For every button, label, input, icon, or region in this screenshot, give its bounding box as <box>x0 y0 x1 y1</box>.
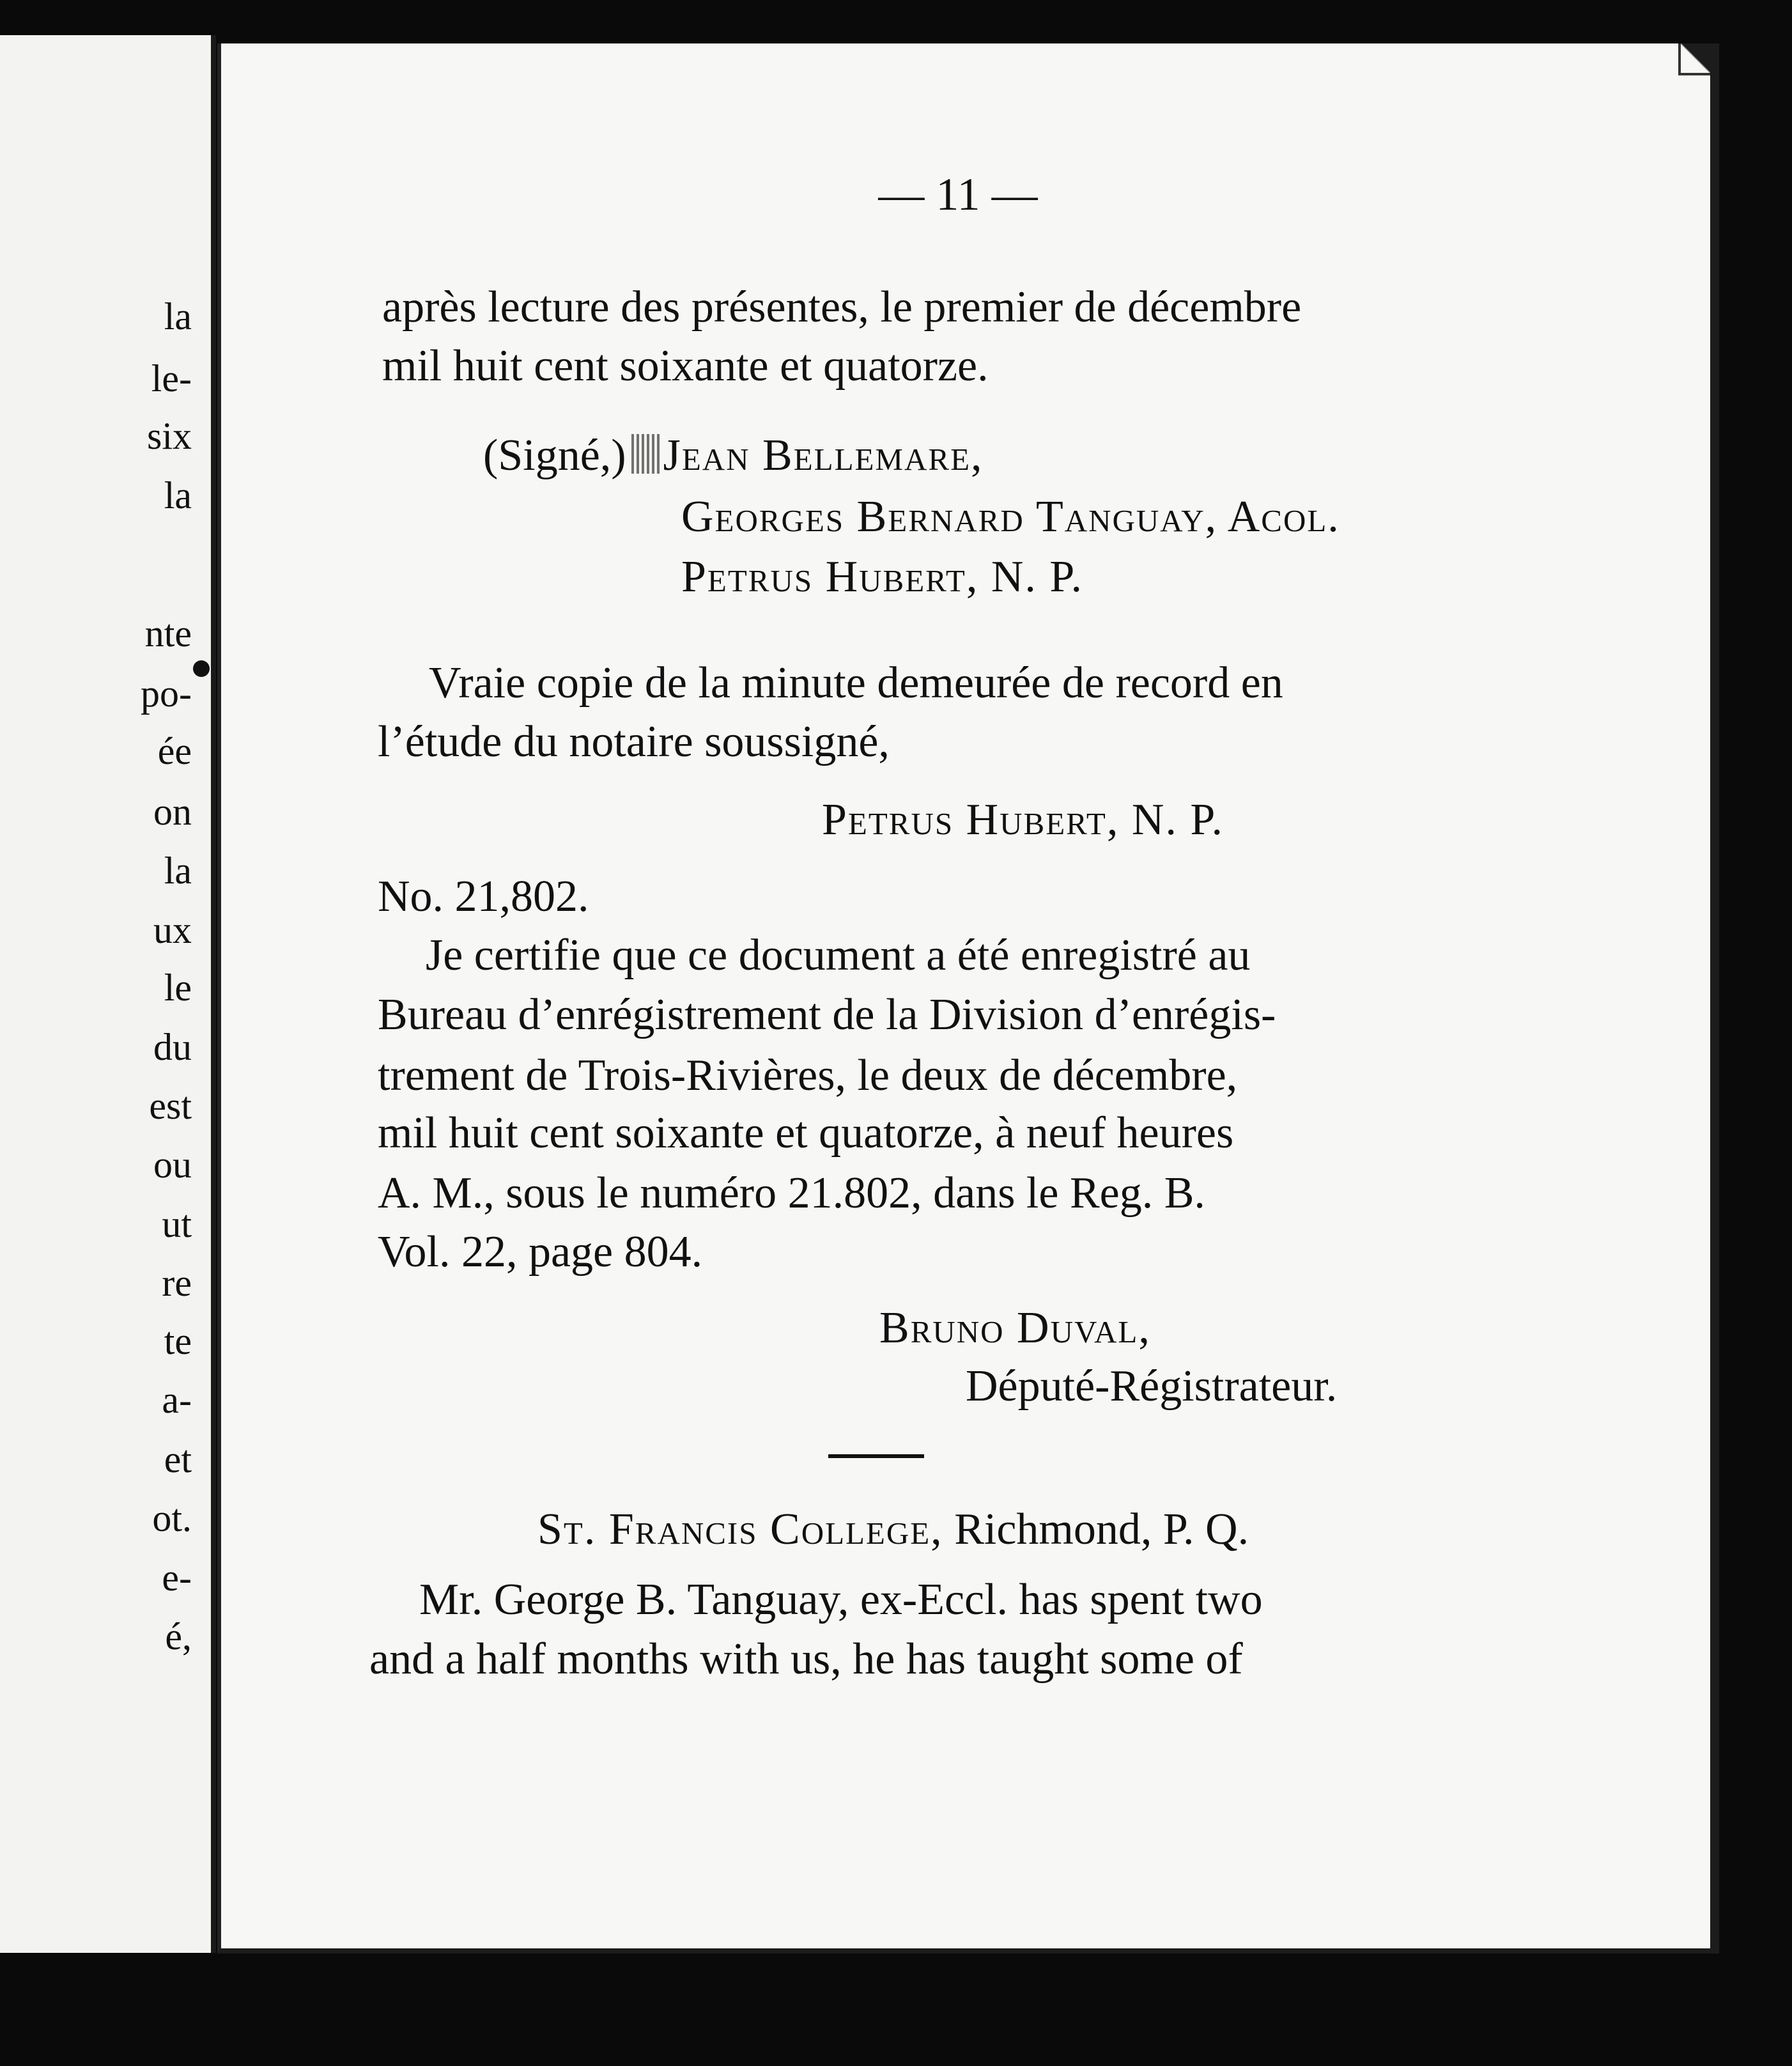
left-fragment: re <box>162 1262 192 1304</box>
left-fragment: six <box>146 415 192 457</box>
left-fragment: la <box>164 295 192 338</box>
left-fragment: ou <box>153 1144 192 1186</box>
left-fragment: po- <box>141 672 192 715</box>
copy-certification-line: l’étude du notaire soussigné, <box>378 717 890 766</box>
left-facing-page <box>0 35 216 1953</box>
registration-line: Je certifie que ce document a été enregistré au <box>426 931 1251 980</box>
deed-closing-line: après lecture des présentes, le premier de décembre <box>382 283 1302 332</box>
college-name: St. Francis College, <box>537 1505 943 1554</box>
left-fragment: la <box>164 850 192 892</box>
signatory-name: Petrus Hubert, N. P. <box>681 552 1084 602</box>
college-place: Richmond, P. Q. <box>954 1505 1249 1554</box>
signature-line <box>483 433 984 478</box>
left-fragment: ut <box>162 1203 192 1245</box>
left-fragment: la <box>164 474 192 516</box>
left-fragment: nte <box>144 612 192 655</box>
binding-hole-mark <box>193 660 210 677</box>
registrar-name: Bruno Duval, <box>879 1303 1151 1353</box>
registration-line: Vol. 22, page 804. <box>378 1227 703 1277</box>
signatory-name: Georges Bernard Tanguay, Acol. <box>681 492 1340 541</box>
registration-number: No. 21,802. <box>378 872 589 921</box>
college-heading <box>537 1507 1249 1552</box>
page-number: — 11 — <box>878 169 1038 220</box>
section-divider <box>828 1454 924 1458</box>
left-fragment: est <box>149 1085 192 1127</box>
left-fragment: é, <box>165 1615 192 1658</box>
left-fragment: ée <box>157 730 192 772</box>
registration-line: mil huit cent soixante et quatorze, à neuf heures <box>378 1108 1234 1158</box>
college-letter-line: Mr. George B. Tanguay, ex-Eccl. has spent two <box>419 1575 1263 1624</box>
college-letter-line: and a half months with us, he has taught some of <box>369 1635 1243 1684</box>
page-content <box>221 43 1710 1948</box>
copy-certification-line: Vraie copie de la minute demeurée de record en <box>429 658 1283 708</box>
left-fragment: ux <box>153 909 192 951</box>
registration-line: trement de Trois-Rivières, le deux de décembre, <box>378 1051 1238 1100</box>
left-fragment: du <box>153 1026 192 1068</box>
left-fragment: le- <box>151 357 192 400</box>
main-page <box>217 43 1719 1953</box>
left-fragment: le <box>164 967 192 1009</box>
copy-signatory: Petrus Hubert, N. P. <box>822 795 1224 844</box>
left-fragment: te <box>164 1320 192 1362</box>
left-fragment: a- <box>162 1379 192 1421</box>
registration-line: Bureau d’enrégistrement de la Division d’enrégis- <box>378 990 1276 1039</box>
left-fragment: ot. <box>152 1497 192 1539</box>
signed-prefix: (Signé,) <box>483 431 626 480</box>
left-fragment: on <box>153 791 192 833</box>
left-fragment: e- <box>162 1557 192 1599</box>
deed-closing-line: mil huit cent soixante et quatorze. <box>382 341 989 391</box>
signatory-name: Jean Bellemare, <box>663 431 984 480</box>
mark-cross-icon <box>631 434 661 474</box>
registrar-title: Député-Régistrateur. <box>966 1362 1338 1411</box>
left-fragment: et <box>164 1438 192 1480</box>
registration-line: A. M., sous le numéro 21.802, dans le Reg. B. <box>378 1169 1205 1218</box>
